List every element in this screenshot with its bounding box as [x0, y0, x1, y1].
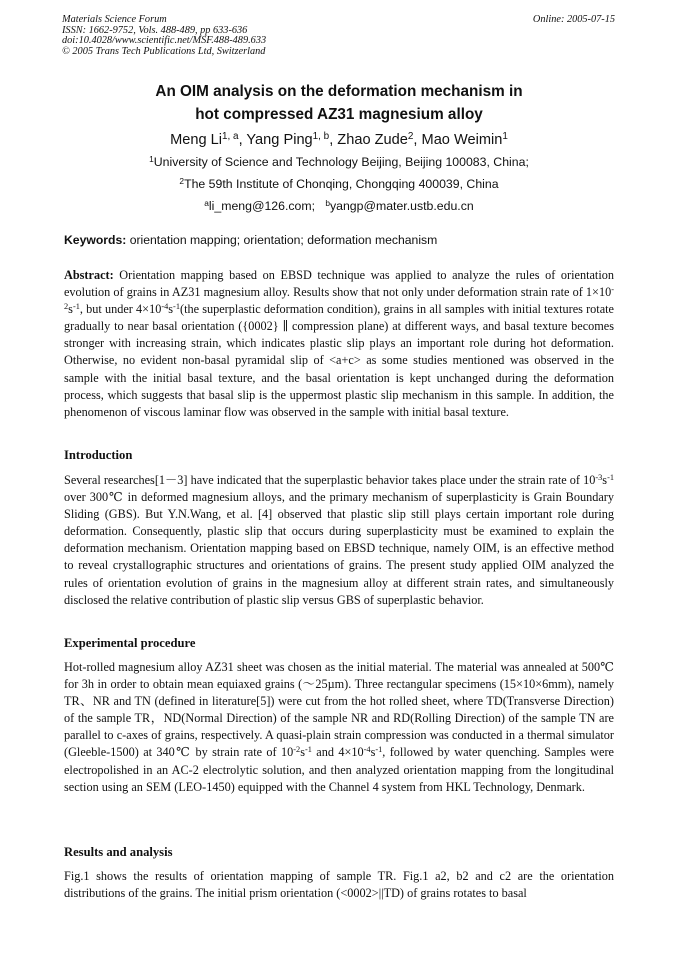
superscript: -2 — [293, 745, 301, 755]
journal-name: Materials Science Forum — [62, 14, 167, 25]
email-address[interactable]: yangp@mater.ustb.edu.cn — [329, 199, 474, 213]
author-affiliation-mark: 2 — [407, 131, 414, 143]
author-affiliation-mark: 1 — [502, 131, 508, 143]
keywords-line — [64, 233, 437, 247]
author-list — [0, 129, 678, 151]
body-text: over 300℃ in deformed magnesium alloys, and the primary mechanism of superplasticity is Grain Boundary Sliding (GBS). But Y.N.Wang, et al. [4] observed that plastic slip still plays certain important role during deformation. Consequently, plastic slip that occurs during superplasticity must be examined to explain the deformation mechanism. Orientation mapping based on EBSD technique, namely OIM, is an effective method to reveal crystallographic structures and orientations of grains. The present study applied OIM analyzed the rules of orientation evolution of grains in the magnesium alloy at different strain rates, and simultaneously disclosed the relative contribution of plastic slip versus GBS of superplastic behavior. — [64, 490, 614, 607]
author-name: , Mao Weimin — [413, 132, 503, 148]
keywords-text: orientation mapping; orientation; deformation mechanism — [126, 233, 438, 247]
abstract-text: , but under 4×10 — [79, 302, 162, 317]
copyright-line: © 2005 Trans Tech Publications Ltd, Switzerland — [62, 45, 266, 57]
author-name: Meng Li — [170, 132, 223, 148]
issn-line: ISSN: 1662-9752, Vols. 488-489, pp 633-636 — [62, 24, 248, 36]
results-section — [64, 868, 614, 902]
body-text: and 4×10 — [311, 745, 364, 760]
introduction-paragraph — [64, 472, 614, 609]
affiliation-2 — [0, 173, 678, 195]
superscript: -1 — [607, 472, 614, 482]
superscript: -4 — [363, 745, 371, 755]
journal-header — [62, 15, 266, 57]
introduction-heading: Introduction — [64, 448, 133, 462]
affiliation-text: University of Science and Technology Beijing, Beijing 100083, China; — [153, 155, 529, 169]
affiliation-mark: 1 — [149, 153, 154, 164]
keywords-label: Keywords: — [64, 233, 127, 247]
body-text: Hot-rolled magnesium alloy AZ31 sheet was chosen as the initial material. The material was annealed at 500℃ for 3h in order to obtain mean equiaxed grains (～25µm). Three rectangular specimens (15×10×6mm), namely TR、NR and TN (defined in literature[5]) were cut from the hot rolled sheet, where TD(Transverse Direction) of the sample TR，ND(Normal Direction) of the sample NR and RD(Rolling Direction) of the sample TN are parallel to c-axes of grains, respectively. A quasi-plain strain compression was conducted in a thermal simulator (Gleeble-1500) at 340℃ by strain rate of 10 — [64, 660, 614, 760]
introduction-section — [64, 472, 614, 609]
experimental-paragraph — [64, 659, 614, 796]
email-mark: b — [325, 197, 330, 208]
abstract-text: (the superplastic deformation condition), grains in all samples with initial textures rotate gradually to near basal orientation ({0002} ∥ compression plane) at different ways, and basal texture becomes stronger with increasing strain, which indicates plastic slip plays an important role during hot deformation. Otherwise, no evident non-basal pyramidal slip of <a+c> as some studies mentioned was observed in the sample with the initial basal texture, and the basal orientation is kept unchanged during the deformation process, which suggests that basal slip is the uppermost plastic slip mechanism in this sample. In addition, the phenomenon of viscous laminar flow was observed in the sample with initial basal texture. — [64, 302, 614, 419]
superscript: -2 — [64, 284, 614, 312]
affiliation-mark: 2 — [179, 175, 185, 186]
author-name: , Yang Ping — [238, 132, 313, 148]
results-heading: Results and analysis — [64, 845, 173, 859]
affiliation-1 — [0, 151, 678, 173]
email-line — [0, 195, 678, 217]
abstract-label: Abstract: — [64, 268, 114, 282]
superscript: -1 — [72, 302, 80, 312]
superscript: -1 — [173, 302, 180, 312]
abstract-text: s — [68, 302, 73, 317]
abstract-paragraph — [64, 267, 614, 421]
email-mark: a — [204, 197, 209, 208]
superscript: -4 — [161, 302, 169, 312]
body-text: , followed by water quenching. Samples were electropolished in an AC-2 electrolytic solution, and then analyzed orientation mapping from the longitudinal section using an SEM (LEO-1450) equipped with the Channel 4 system from HKL Technology, Denmark. — [64, 745, 614, 794]
author-affiliation-mark: 1, a — [222, 131, 239, 143]
superscript: -1 — [304, 745, 312, 755]
results-paragraph: Fig.1 shows the results of orientation mapping of sample TR. Fig.1 a2, b2 and c2 are the orientation distributions of the grains. The initial prism orientation (<0002>||TD) of grains rotates to basal — [64, 869, 614, 901]
body-text: s — [602, 473, 608, 487]
superscript: -1 — [375, 745, 383, 755]
experimental-section — [64, 659, 614, 796]
email-address[interactable]: li_meng@126.com; — [208, 199, 316, 213]
online-date: Online: 2005-07-15 — [532, 14, 615, 25]
abstract-text: Orientation mapping based on EBSD technique was applied to analyze the rules of orientation evolution of grains in AZ31 magnesium alloy. Results show that not only under deformation strain rate of 1×10 — [64, 268, 614, 300]
author-affiliation-mark: 1, b — [312, 131, 330, 143]
body-text: s — [370, 745, 376, 760]
body-text: s — [300, 745, 305, 760]
affiliation-text: The 59th Institute of Chonqing, Chongqing 400039, China — [184, 177, 499, 191]
superscript: -3 — [595, 472, 603, 482]
doi-line: doi:10.4028/www.scientific.net/MSF.488-489.633 — [62, 35, 267, 46]
paper-title-line-2: hot compressed AZ31 magnesium alloy — [195, 106, 483, 123]
paper-title-line-1: An OIM analysis on the deformation mechanism in — [155, 83, 523, 100]
experimental-heading: Experimental procedure — [64, 636, 196, 650]
abstract-text: s — [168, 302, 174, 317]
title-block — [0, 80, 678, 217]
abstract-section — [64, 267, 614, 421]
body-text: Several researches[1－3] have indicated that the superplastic behavior takes place under the strain rate of 10 — [64, 473, 596, 487]
author-name: , Zhao Zude — [329, 132, 408, 148]
